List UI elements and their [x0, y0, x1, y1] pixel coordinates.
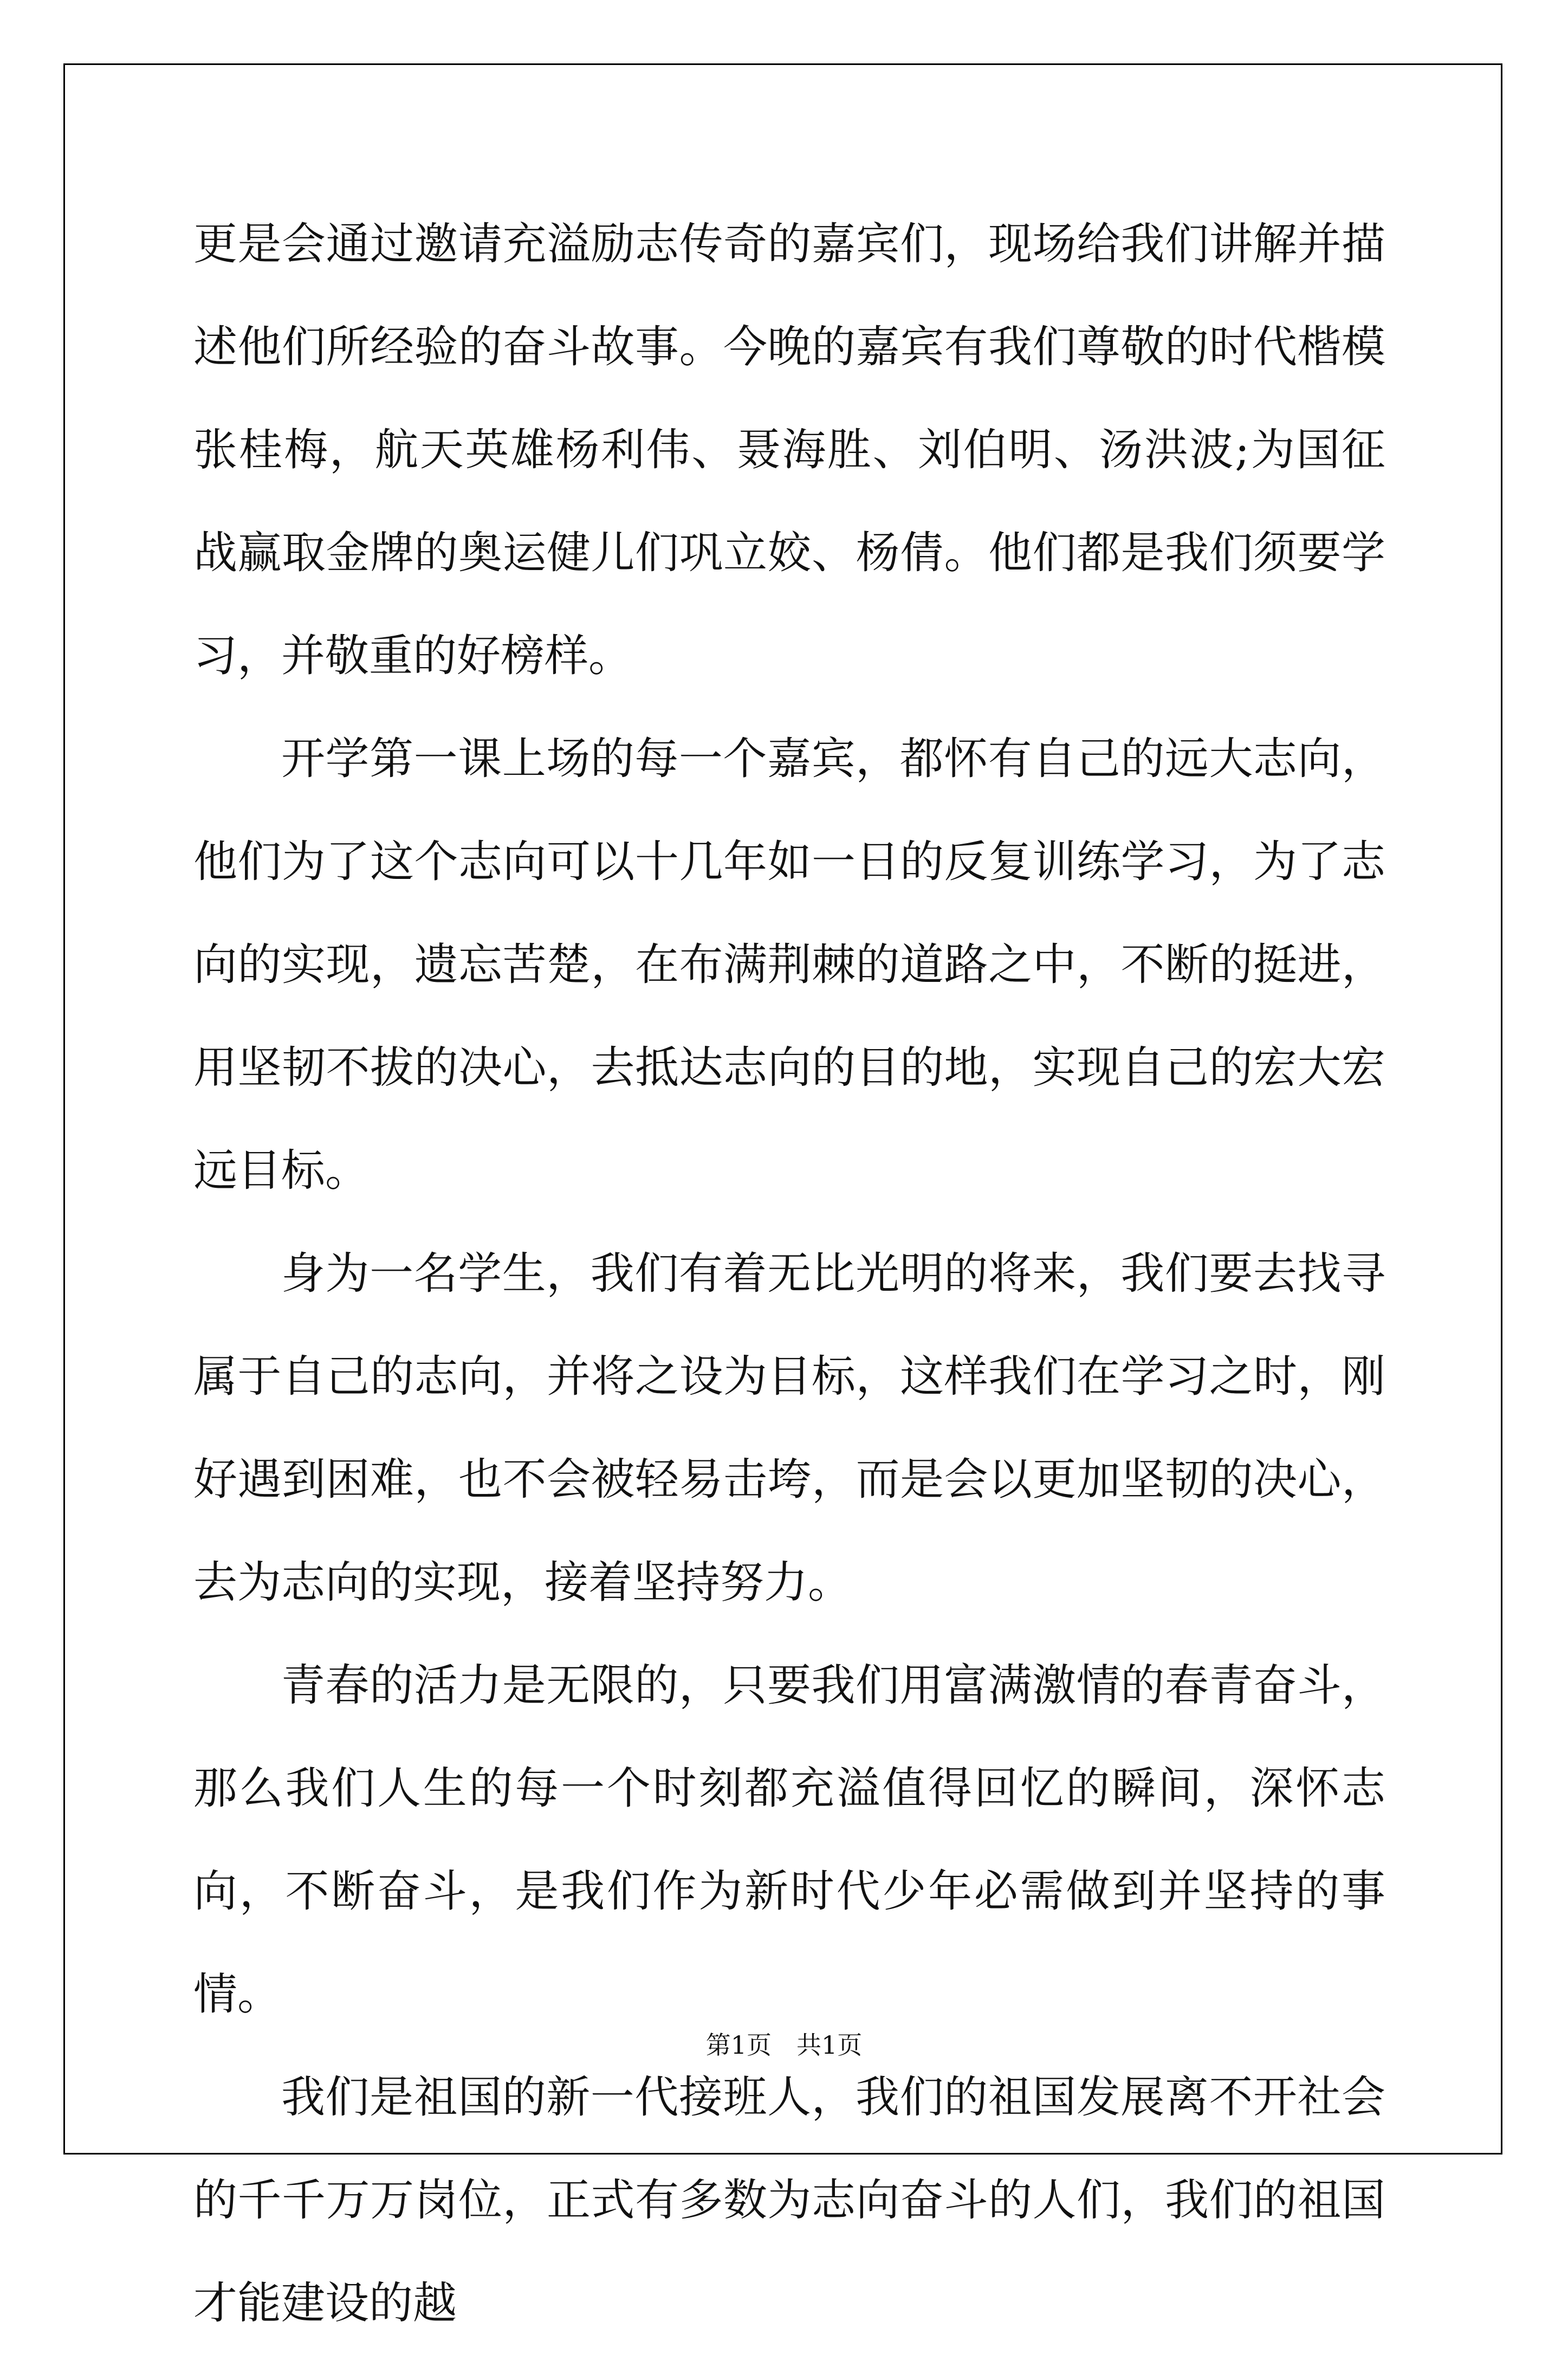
paragraph-2: 开学第一课上场的每一个嘉宾，都怀有自己的远大志向，他们为了这个志向可以十几年如一日的反复训练学习，为了志向的实现，遗忘苦楚，在布满荆棘的道路之中，不断的挺进，用坚韧不拔的决心，去抵达志向的目的地，实现自己的宏大宏远目标。 [193, 734, 1385, 1196]
paragraph-5: 我们是祖国的新一代接班人，我们的祖国发展离不开社会的千千万万岗位，正式有多数为志向奋斗的人们，我们的祖国才能建设的越 [193, 2072, 1385, 2329]
paragraph-1: 更是会通过邀请充溢励志传奇的嘉宾们，现场给我们讲解并描述他们所经验的奋斗故事。今晚的嘉宾有我们尊敬的时代楷模张桂梅，航天英雄杨利伟、聂海胜、刘伯明、汤洪波;为国征战赢取金牌的奥运健儿们巩立姣、杨倩。他们都是我们须要学习，并敬重的好榜样。 [193, 219, 1385, 682]
page-footer: 第1页 共1页 [705, 2030, 863, 2060]
paragraph-3: 身为一名学生，我们有着无比光明的将来，我们要去找寻属于自己的志向，并将之设为目标，这样我们在学习之时，刚好遇到困难，也不会被轻易击垮，而是会以更加坚韧的决心，去为志向的实现，接着坚持努力。 [193, 1248, 1385, 1608]
paragraph-4: 青春的活力是无限的，只要我们用富满激情的春青奋斗，那么我们人生的每一个时刻都充溢值得回忆的瞬间，深怀志向，不断奋斗，是我们作为新时代少年必需做到并坚持的事情。 [193, 1660, 1385, 2020]
